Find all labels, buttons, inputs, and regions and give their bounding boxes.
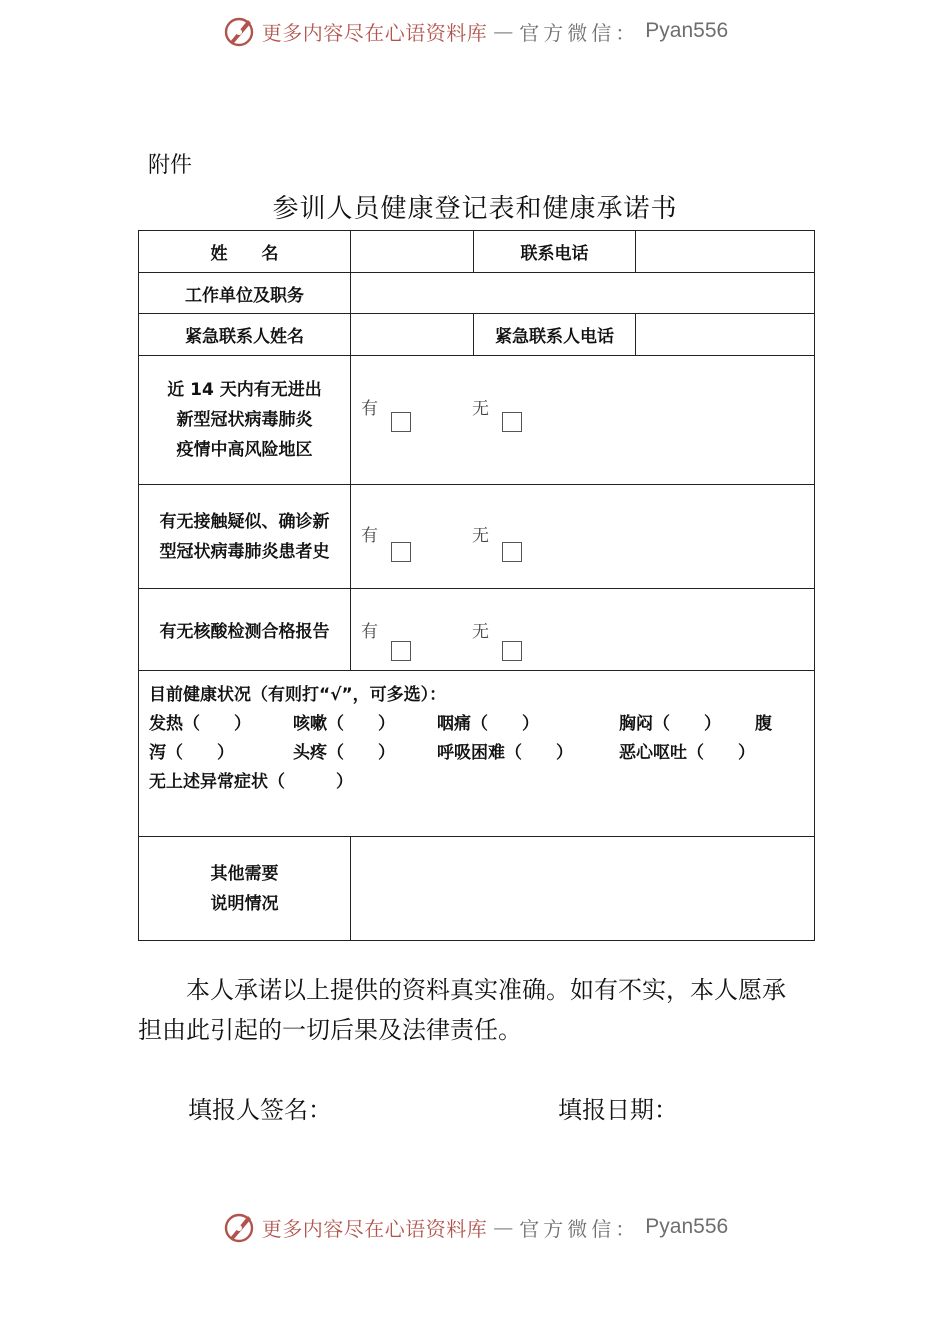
yes-checkbox[interactable] bbox=[391, 641, 411, 661]
work-label-cell bbox=[139, 273, 351, 314]
contact-history-line: 有无接触疑似、确诊新 bbox=[159, 511, 330, 532]
emergency-phone-label-cell bbox=[474, 314, 636, 356]
row-other bbox=[139, 837, 815, 941]
emergency-phone-label: 紧急联系人电话 bbox=[495, 327, 614, 347]
other-line: 其他需要 bbox=[210, 863, 279, 884]
date-label: 填报日期： bbox=[558, 1096, 678, 1124]
quill-circle-icon bbox=[222, 14, 256, 48]
no-checkbox[interactable] bbox=[502, 542, 522, 562]
yes-checkbox[interactable] bbox=[391, 542, 411, 562]
symptom-cough[interactable]: 咳嗽（ ） bbox=[293, 714, 395, 734]
promise-line-2: 担由此引起的一切后果及法律责任。 bbox=[138, 1016, 522, 1044]
health-registration-form bbox=[138, 230, 815, 941]
row-work bbox=[139, 273, 815, 314]
watermark-wechat-id: Pyan556 bbox=[645, 19, 729, 42]
no-label: 无 bbox=[472, 622, 489, 642]
emergency-name-label: 紧急联系人姓名 bbox=[185, 327, 304, 347]
symptom-none[interactable]: 无上述异常症状（ ） bbox=[149, 772, 353, 792]
watermark-wechat-id: Pyan556 bbox=[645, 1215, 729, 1238]
no-label: 无 bbox=[472, 399, 489, 419]
other-label-cell bbox=[139, 837, 351, 941]
attachment-label: 附件 bbox=[148, 153, 193, 178]
name-input-cell[interactable] bbox=[351, 231, 474, 273]
watermark-wechat-label: 官方微信： bbox=[519, 20, 640, 45]
symptoms-heading: 目前健康状况（有则打“√”，可多选）： bbox=[149, 685, 447, 705]
watermark-separator: — bbox=[493, 19, 514, 43]
nucleic-test-label-cell bbox=[139, 589, 351, 671]
no-checkbox[interactable] bbox=[502, 412, 522, 432]
symptom-chest-tightness[interactable]: 胸闷（ ） bbox=[619, 714, 721, 734]
row-nucleic-test bbox=[139, 589, 815, 671]
work-label: 工作单位及职务 bbox=[185, 285, 304, 306]
watermark-top bbox=[0, 14, 950, 48]
no-label: 无 bbox=[472, 526, 489, 546]
risk-area-options-cell bbox=[351, 356, 815, 485]
other-input-cell[interactable] bbox=[351, 837, 815, 941]
no-checkbox[interactable] bbox=[502, 641, 522, 661]
other-line: 说明情况 bbox=[210, 893, 279, 914]
watermark-bottom bbox=[0, 1210, 950, 1244]
emergency-name-input-cell[interactable] bbox=[351, 314, 474, 356]
watermark-separator: — bbox=[493, 1215, 514, 1239]
risk-area-line: 新型冠状病毒肺炎 bbox=[176, 410, 313, 430]
row-emergency bbox=[139, 314, 815, 356]
contact-history-line: 型冠状病毒肺炎患者史 bbox=[159, 541, 330, 562]
symptom-diarrhea-start[interactable]: 腹 bbox=[755, 714, 772, 734]
yes-label: 有 bbox=[361, 399, 378, 419]
contact-history-options-cell bbox=[351, 485, 815, 589]
phone-label: 联系电话 bbox=[520, 244, 589, 264]
nucleic-test-label: 有无核酸检测合格报告 bbox=[159, 622, 330, 642]
risk-area-line: 近 14 天内有无进出 bbox=[167, 380, 322, 400]
symptom-diarrhea-end[interactable]: 泻（ ） bbox=[149, 743, 234, 763]
signer-label: 填报人签名： bbox=[188, 1096, 332, 1124]
yes-checkbox[interactable] bbox=[391, 412, 411, 432]
quill-circle-icon bbox=[222, 1210, 256, 1244]
symptoms-cell bbox=[139, 671, 815, 837]
promise-line-1: 本人承诺以上提供的资料真实准确。如有不实，本人愿承 bbox=[186, 976, 786, 1004]
emergency-name-label-cell bbox=[139, 314, 351, 356]
contact-history-label-cell bbox=[139, 485, 351, 589]
name-label-cell bbox=[139, 231, 351, 273]
yes-label: 有 bbox=[361, 622, 378, 642]
yes-label: 有 bbox=[361, 526, 378, 546]
promise-statement bbox=[138, 970, 818, 1050]
row-contact-history bbox=[139, 485, 815, 589]
name-label: 姓 名 bbox=[210, 244, 279, 264]
symptom-headache[interactable]: 头疼（ ） bbox=[293, 743, 395, 763]
page-title: 参训人员健康登记表和健康承诺书 bbox=[272, 194, 678, 224]
phone-label-cell bbox=[474, 231, 636, 273]
watermark-text: 更多内容尽在心语资料库 bbox=[261, 20, 488, 45]
watermark-wechat-label: 官方微信： bbox=[519, 1216, 640, 1241]
symptom-sore-throat[interactable]: 咽痛（ ） bbox=[437, 714, 539, 734]
risk-area-line: 疫情中高风险地区 bbox=[176, 440, 313, 460]
symptom-fever[interactable]: 发热（ ） bbox=[149, 714, 251, 734]
watermark-text: 更多内容尽在心语资料库 bbox=[261, 1216, 488, 1241]
row-symptoms bbox=[139, 671, 815, 837]
row-name-phone bbox=[139, 231, 815, 273]
symptom-nausea-vomiting[interactable]: 恶心呕吐（ ） bbox=[619, 743, 755, 763]
work-input-cell[interactable] bbox=[351, 273, 815, 314]
nucleic-test-options-cell bbox=[351, 589, 815, 671]
row-risk-area bbox=[139, 356, 815, 485]
symptom-breathing-difficulty[interactable]: 呼吸困难（ ） bbox=[437, 743, 573, 763]
risk-area-label-cell bbox=[139, 356, 351, 485]
phone-input-cell[interactable] bbox=[636, 231, 815, 273]
emergency-phone-input-cell[interactable] bbox=[636, 314, 815, 356]
